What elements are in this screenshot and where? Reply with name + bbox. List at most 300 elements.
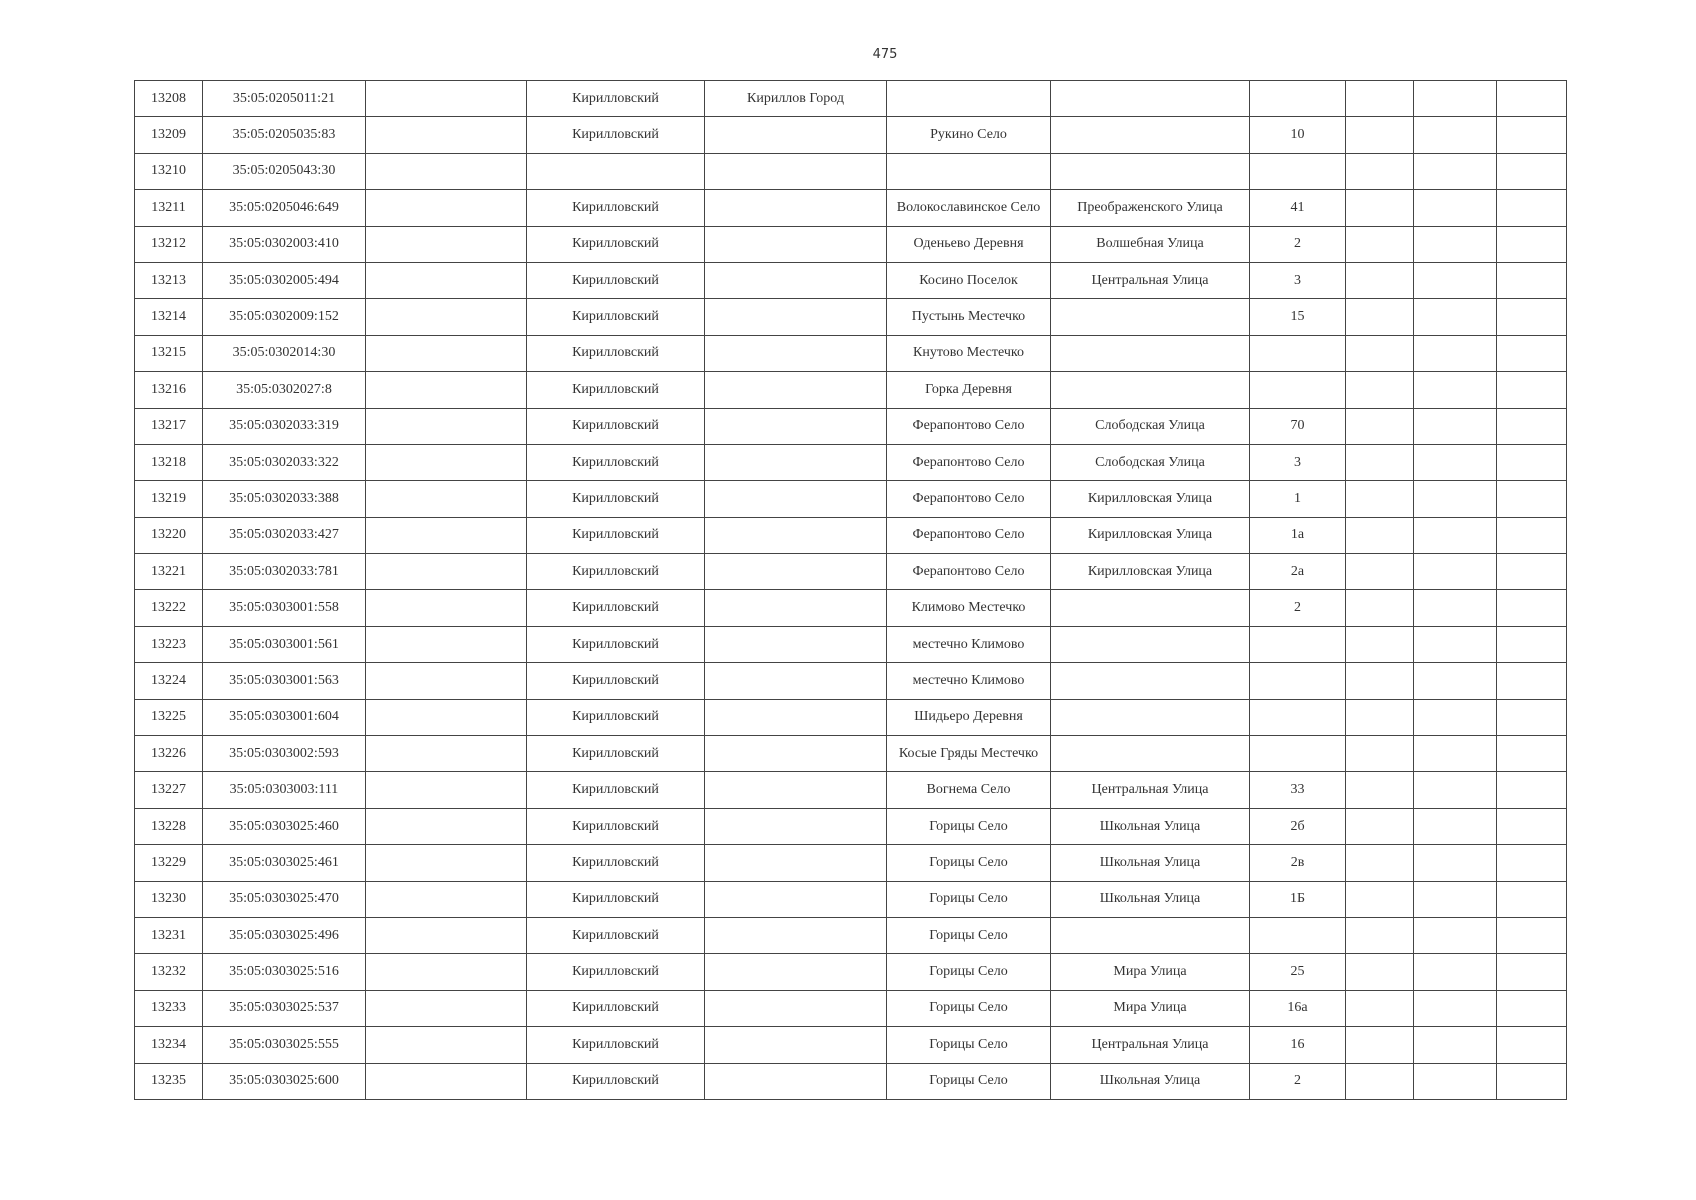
street-cell: Преображенского Улица <box>1051 190 1250 226</box>
settlement-cell: Горицы Село <box>887 1027 1051 1063</box>
blank-cell <box>366 554 527 590</box>
extra-cell-3 <box>1497 190 1567 226</box>
table-row <box>135 990 1567 1026</box>
city-cell <box>705 845 887 881</box>
city-cell <box>705 1027 887 1063</box>
street-cell: Школьная Улица <box>1051 881 1250 917</box>
cadastral-number-cell: 35:05:0303025:600 <box>203 1063 366 1099</box>
house-number-cell: 15 <box>1250 299 1346 335</box>
extra-cell-1 <box>1346 881 1414 917</box>
blank-cell <box>366 917 527 953</box>
extra-cell-3 <box>1497 881 1567 917</box>
extra-cell-2 <box>1414 663 1497 699</box>
extra-cell-3 <box>1497 1063 1567 1099</box>
street-cell: Мира Улица <box>1051 990 1250 1026</box>
extra-cell-3 <box>1497 1027 1567 1063</box>
house-number-cell: 2 <box>1250 226 1346 262</box>
row-number-cell: 13211 <box>135 190 203 226</box>
table-row <box>135 299 1567 335</box>
cadastral-number-cell: 35:05:0205046:649 <box>203 190 366 226</box>
extra-cell-2 <box>1414 81 1497 117</box>
extra-cell-1 <box>1346 990 1414 1026</box>
district-cell: Кирилловский <box>527 444 705 480</box>
district-cell: Кирилловский <box>527 917 705 953</box>
extra-cell-1 <box>1346 736 1414 772</box>
table-row <box>135 481 1567 517</box>
table-row <box>135 808 1567 844</box>
blank-cell <box>366 954 527 990</box>
city-cell <box>705 917 887 953</box>
extra-cell-1 <box>1346 845 1414 881</box>
row-number-cell: 13229 <box>135 845 203 881</box>
table-row <box>135 590 1567 626</box>
extra-cell-2 <box>1414 481 1497 517</box>
city-cell <box>705 335 887 371</box>
row-number-cell: 13208 <box>135 81 203 117</box>
blank-cell <box>366 699 527 735</box>
extra-cell-2 <box>1414 845 1497 881</box>
house-number-cell: 2 <box>1250 1063 1346 1099</box>
house-number-cell: 41 <box>1250 190 1346 226</box>
extra-cell-3 <box>1497 226 1567 262</box>
extra-cell-1 <box>1346 808 1414 844</box>
city-cell <box>705 772 887 808</box>
settlement-cell: Горицы Село <box>887 845 1051 881</box>
house-number-cell: 16 <box>1250 1027 1346 1063</box>
house-number-cell: 33 <box>1250 772 1346 808</box>
cadastral-number-cell: 35:05:0303025:516 <box>203 954 366 990</box>
settlement-cell: Косино Поселок <box>887 262 1051 298</box>
extra-cell-1 <box>1346 663 1414 699</box>
extra-cell-2 <box>1414 1063 1497 1099</box>
district-cell: Кирилловский <box>527 1063 705 1099</box>
settlement-cell: Ферапонтово Село <box>887 554 1051 590</box>
extra-cell-1 <box>1346 444 1414 480</box>
street-cell: Центральная Улица <box>1051 262 1250 298</box>
house-number-cell: 3 <box>1250 262 1346 298</box>
extra-cell-1 <box>1346 226 1414 262</box>
extra-cell-3 <box>1497 626 1567 662</box>
settlement-cell: Рукино Село <box>887 117 1051 153</box>
table-row <box>135 190 1567 226</box>
cadastral-number-cell: 35:05:0303001:563 <box>203 663 366 699</box>
table-row <box>135 444 1567 480</box>
row-number-cell: 13214 <box>135 299 203 335</box>
cadastral-number-cell: 35:05:0302003:410 <box>203 226 366 262</box>
blank-cell <box>366 990 527 1026</box>
row-number-cell: 13232 <box>135 954 203 990</box>
extra-cell-3 <box>1497 481 1567 517</box>
table-body <box>135 81 1567 1100</box>
extra-cell-1 <box>1346 590 1414 626</box>
extra-cell-1 <box>1346 626 1414 662</box>
table-row <box>135 226 1567 262</box>
extra-cell-2 <box>1414 917 1497 953</box>
settlement-cell: Ферапонтово Село <box>887 444 1051 480</box>
cadastral-number-cell: 35:05:0303025:470 <box>203 881 366 917</box>
row-number-cell: 13235 <box>135 1063 203 1099</box>
extra-cell-3 <box>1497 153 1567 189</box>
house-number-cell: 2в <box>1250 845 1346 881</box>
blank-cell <box>366 845 527 881</box>
house-number-cell: 70 <box>1250 408 1346 444</box>
district-cell: Кирилловский <box>527 81 705 117</box>
row-number-cell: 13210 <box>135 153 203 189</box>
row-number-cell: 13231 <box>135 917 203 953</box>
table-row <box>135 117 1567 153</box>
street-cell <box>1051 699 1250 735</box>
extra-cell-2 <box>1414 335 1497 371</box>
street-cell: Школьная Улица <box>1051 808 1250 844</box>
extra-cell-3 <box>1497 517 1567 553</box>
house-number-cell: 2а <box>1250 554 1346 590</box>
city-cell <box>705 444 887 480</box>
extra-cell-3 <box>1497 845 1567 881</box>
table-row <box>135 845 1567 881</box>
row-number-cell: 13216 <box>135 372 203 408</box>
blank-cell <box>366 626 527 662</box>
row-number-cell: 13225 <box>135 699 203 735</box>
district-cell <box>527 153 705 189</box>
extra-cell-2 <box>1414 226 1497 262</box>
district-cell: Кирилловский <box>527 554 705 590</box>
extra-cell-1 <box>1346 699 1414 735</box>
row-number-cell: 13226 <box>135 736 203 772</box>
row-number-cell: 13230 <box>135 881 203 917</box>
blank-cell <box>366 1027 527 1063</box>
cadastral-number-cell: 35:05:0303001:604 <box>203 699 366 735</box>
city-cell <box>705 517 887 553</box>
blank-cell <box>366 772 527 808</box>
house-number-cell: 2 <box>1250 590 1346 626</box>
settlement-cell: Климово Местечко <box>887 590 1051 626</box>
settlement-cell: Ферапонтово Село <box>887 517 1051 553</box>
street-cell <box>1051 299 1250 335</box>
street-cell: Слободская Улица <box>1051 408 1250 444</box>
house-number-cell <box>1250 917 1346 953</box>
extra-cell-3 <box>1497 699 1567 735</box>
blank-cell <box>366 299 527 335</box>
settlement-cell: местечно Климово <box>887 663 1051 699</box>
extra-cell-2 <box>1414 699 1497 735</box>
extra-cell-3 <box>1497 808 1567 844</box>
district-cell: Кирилловский <box>527 517 705 553</box>
extra-cell-3 <box>1497 335 1567 371</box>
house-number-cell: 3 <box>1250 444 1346 480</box>
row-number-cell: 13224 <box>135 663 203 699</box>
extra-cell-1 <box>1346 954 1414 990</box>
settlement-cell: Кнутово Местечко <box>887 335 1051 371</box>
settlement-cell: Горицы Село <box>887 954 1051 990</box>
extra-cell-3 <box>1497 81 1567 117</box>
city-cell <box>705 408 887 444</box>
house-number-cell: 25 <box>1250 954 1346 990</box>
settlement-cell: Горицы Село <box>887 808 1051 844</box>
blank-cell <box>366 517 527 553</box>
table-row <box>135 1027 1567 1063</box>
extra-cell-3 <box>1497 736 1567 772</box>
extra-cell-3 <box>1497 663 1567 699</box>
city-cell <box>705 117 887 153</box>
extra-cell-2 <box>1414 190 1497 226</box>
extra-cell-1 <box>1346 408 1414 444</box>
district-cell: Кирилловский <box>527 881 705 917</box>
street-cell: Слободская Улица <box>1051 444 1250 480</box>
district-cell: Кирилловский <box>527 117 705 153</box>
extra-cell-1 <box>1346 772 1414 808</box>
street-cell: Кирилловская Улица <box>1051 517 1250 553</box>
row-number-cell: 13213 <box>135 262 203 298</box>
house-number-cell: 1Б <box>1250 881 1346 917</box>
district-cell: Кирилловский <box>527 590 705 626</box>
row-number-cell: 13223 <box>135 626 203 662</box>
house-number-cell: 1 <box>1250 481 1346 517</box>
blank-cell <box>366 808 527 844</box>
street-cell: Мира Улица <box>1051 954 1250 990</box>
cadastral-number-cell: 35:05:0303002:593 <box>203 736 366 772</box>
cadastral-number-cell: 35:05:0205043:30 <box>203 153 366 189</box>
house-number-cell: 16а <box>1250 990 1346 1026</box>
row-number-cell: 13227 <box>135 772 203 808</box>
table-row <box>135 262 1567 298</box>
row-number-cell: 13233 <box>135 990 203 1026</box>
extra-cell-1 <box>1346 81 1414 117</box>
cadastral-number-cell: 35:05:0302033:781 <box>203 554 366 590</box>
registry-table <box>134 80 1567 1100</box>
extra-cell-1 <box>1346 1063 1414 1099</box>
table-row <box>135 881 1567 917</box>
extra-cell-2 <box>1414 590 1497 626</box>
row-number-cell: 13218 <box>135 444 203 480</box>
city-cell <box>705 1063 887 1099</box>
street-cell <box>1051 590 1250 626</box>
street-cell <box>1051 917 1250 953</box>
extra-cell-2 <box>1414 299 1497 335</box>
extra-cell-2 <box>1414 808 1497 844</box>
extra-cell-3 <box>1497 408 1567 444</box>
city-cell <box>705 153 887 189</box>
row-number-cell: 13217 <box>135 408 203 444</box>
settlement-cell: Ферапонтово Село <box>887 481 1051 517</box>
blank-cell <box>366 590 527 626</box>
house-number-cell <box>1250 372 1346 408</box>
extra-cell-2 <box>1414 626 1497 662</box>
cadastral-number-cell: 35:05:0302033:427 <box>203 517 366 553</box>
blank-cell <box>366 444 527 480</box>
extra-cell-2 <box>1414 117 1497 153</box>
extra-cell-1 <box>1346 262 1414 298</box>
house-number-cell: 1а <box>1250 517 1346 553</box>
street-cell <box>1051 372 1250 408</box>
extra-cell-2 <box>1414 444 1497 480</box>
city-cell <box>705 626 887 662</box>
street-cell <box>1051 81 1250 117</box>
extra-cell-2 <box>1414 153 1497 189</box>
extra-cell-3 <box>1497 554 1567 590</box>
extra-cell-2 <box>1414 517 1497 553</box>
extra-cell-1 <box>1346 372 1414 408</box>
blank-cell <box>366 736 527 772</box>
extra-cell-3 <box>1497 372 1567 408</box>
table-row <box>135 736 1567 772</box>
cadastral-number-cell: 35:05:0303025:460 <box>203 808 366 844</box>
cadastral-number-cell: 35:05:0303025:461 <box>203 845 366 881</box>
extra-cell-2 <box>1414 990 1497 1026</box>
row-number-cell: 13222 <box>135 590 203 626</box>
table-row <box>135 1063 1567 1099</box>
district-cell: Кирилловский <box>527 408 705 444</box>
street-cell: Центральная Улица <box>1051 772 1250 808</box>
settlement-cell: Шидьеро Деревня <box>887 699 1051 735</box>
extra-cell-2 <box>1414 954 1497 990</box>
city-cell: Кириллов Город <box>705 81 887 117</box>
extra-cell-2 <box>1414 1027 1497 1063</box>
house-number-cell <box>1250 736 1346 772</box>
district-cell: Кирилловский <box>527 736 705 772</box>
row-number-cell: 13234 <box>135 1027 203 1063</box>
house-number-cell <box>1250 626 1346 662</box>
extra-cell-1 <box>1346 517 1414 553</box>
table-row <box>135 517 1567 553</box>
table-row <box>135 408 1567 444</box>
district-cell: Кирилловский <box>527 663 705 699</box>
city-cell <box>705 990 887 1026</box>
city-cell <box>705 881 887 917</box>
cadastral-number-cell: 35:05:0303025:537 <box>203 990 366 1026</box>
settlement-cell: Пустынь Местечко <box>887 299 1051 335</box>
cadastral-number-cell: 35:05:0302014:30 <box>203 335 366 371</box>
settlement-cell <box>887 153 1051 189</box>
blank-cell <box>366 190 527 226</box>
cadastral-number-cell: 35:05:0302027:8 <box>203 372 366 408</box>
city-cell <box>705 190 887 226</box>
table-row <box>135 372 1567 408</box>
settlement-cell: Горка Деревня <box>887 372 1051 408</box>
district-cell: Кирилловский <box>527 335 705 371</box>
extra-cell-3 <box>1497 299 1567 335</box>
house-number-cell <box>1250 663 1346 699</box>
city-cell <box>705 226 887 262</box>
extra-cell-1 <box>1346 554 1414 590</box>
street-cell <box>1051 736 1250 772</box>
cadastral-number-cell: 35:05:0302033:319 <box>203 408 366 444</box>
blank-cell <box>366 335 527 371</box>
row-number-cell: 13215 <box>135 335 203 371</box>
extra-cell-1 <box>1346 117 1414 153</box>
district-cell: Кирилловский <box>527 1027 705 1063</box>
city-cell <box>705 663 887 699</box>
district-cell: Кирилловский <box>527 808 705 844</box>
cadastral-number-cell: 35:05:0302009:152 <box>203 299 366 335</box>
cadastral-number-cell: 35:05:0303025:555 <box>203 1027 366 1063</box>
blank-cell <box>366 117 527 153</box>
district-cell: Кирилловский <box>527 226 705 262</box>
city-cell <box>705 262 887 298</box>
house-number-cell <box>1250 153 1346 189</box>
table-row <box>135 772 1567 808</box>
cadastral-number-cell: 35:05:0302033:322 <box>203 444 366 480</box>
table-row <box>135 153 1567 189</box>
blank-cell <box>366 881 527 917</box>
extra-cell-1 <box>1346 1027 1414 1063</box>
table-row <box>135 554 1567 590</box>
blank-cell <box>366 663 527 699</box>
settlement-cell: Оденьево Деревня <box>887 226 1051 262</box>
row-number-cell: 13212 <box>135 226 203 262</box>
blank-cell <box>366 1063 527 1099</box>
settlement-cell: Горицы Село <box>887 990 1051 1026</box>
district-cell: Кирилловский <box>527 262 705 298</box>
table-row <box>135 626 1567 662</box>
street-cell <box>1051 117 1250 153</box>
extra-cell-2 <box>1414 262 1497 298</box>
extra-cell-2 <box>1414 408 1497 444</box>
table-row <box>135 663 1567 699</box>
extra-cell-2 <box>1414 554 1497 590</box>
district-cell: Кирилловский <box>527 190 705 226</box>
house-number-cell <box>1250 335 1346 371</box>
table-row <box>135 81 1567 117</box>
district-cell: Кирилловский <box>527 699 705 735</box>
page-number: 475 <box>872 47 898 62</box>
cadastral-number-cell: 35:05:0302005:494 <box>203 262 366 298</box>
city-cell <box>705 699 887 735</box>
settlement-cell: местечно Климово <box>887 626 1051 662</box>
extra-cell-3 <box>1497 917 1567 953</box>
extra-cell-1 <box>1346 917 1414 953</box>
blank-cell <box>366 372 527 408</box>
blank-cell <box>366 481 527 517</box>
house-number-cell: 10 <box>1250 117 1346 153</box>
city-cell <box>705 736 887 772</box>
extra-cell-1 <box>1346 153 1414 189</box>
extra-cell-3 <box>1497 444 1567 480</box>
cadastral-number-cell: 35:05:0205011:21 <box>203 81 366 117</box>
cadastral-number-cell: 35:05:0303001:561 <box>203 626 366 662</box>
city-cell <box>705 481 887 517</box>
cadastral-number-cell: 35:05:0303003:111 <box>203 772 366 808</box>
street-cell: Центральная Улица <box>1051 1027 1250 1063</box>
row-number-cell: 13221 <box>135 554 203 590</box>
settlement-cell: Горицы Село <box>887 881 1051 917</box>
extra-cell-3 <box>1497 772 1567 808</box>
table-row <box>135 335 1567 371</box>
blank-cell <box>366 226 527 262</box>
table-row <box>135 954 1567 990</box>
extra-cell-1 <box>1346 481 1414 517</box>
settlement-cell: Ферапонтово Село <box>887 408 1051 444</box>
street-cell: Школьная Улица <box>1051 845 1250 881</box>
district-cell: Кирилловский <box>527 626 705 662</box>
district-cell: Кирилловский <box>527 481 705 517</box>
table-row <box>135 917 1567 953</box>
street-cell: Волшебная Улица <box>1051 226 1250 262</box>
street-cell: Кирилловская Улица <box>1051 554 1250 590</box>
district-cell: Кирилловский <box>527 772 705 808</box>
city-cell <box>705 372 887 408</box>
cadastral-number-cell: 35:05:0303001:558 <box>203 590 366 626</box>
blank-cell <box>366 262 527 298</box>
city-cell <box>705 954 887 990</box>
district-cell: Кирилловский <box>527 372 705 408</box>
extra-cell-3 <box>1497 590 1567 626</box>
street-cell <box>1051 153 1250 189</box>
blank-cell <box>366 408 527 444</box>
settlement-cell <box>887 81 1051 117</box>
extra-cell-3 <box>1497 117 1567 153</box>
street-cell: Школьная Улица <box>1051 1063 1250 1099</box>
extra-cell-1 <box>1346 190 1414 226</box>
